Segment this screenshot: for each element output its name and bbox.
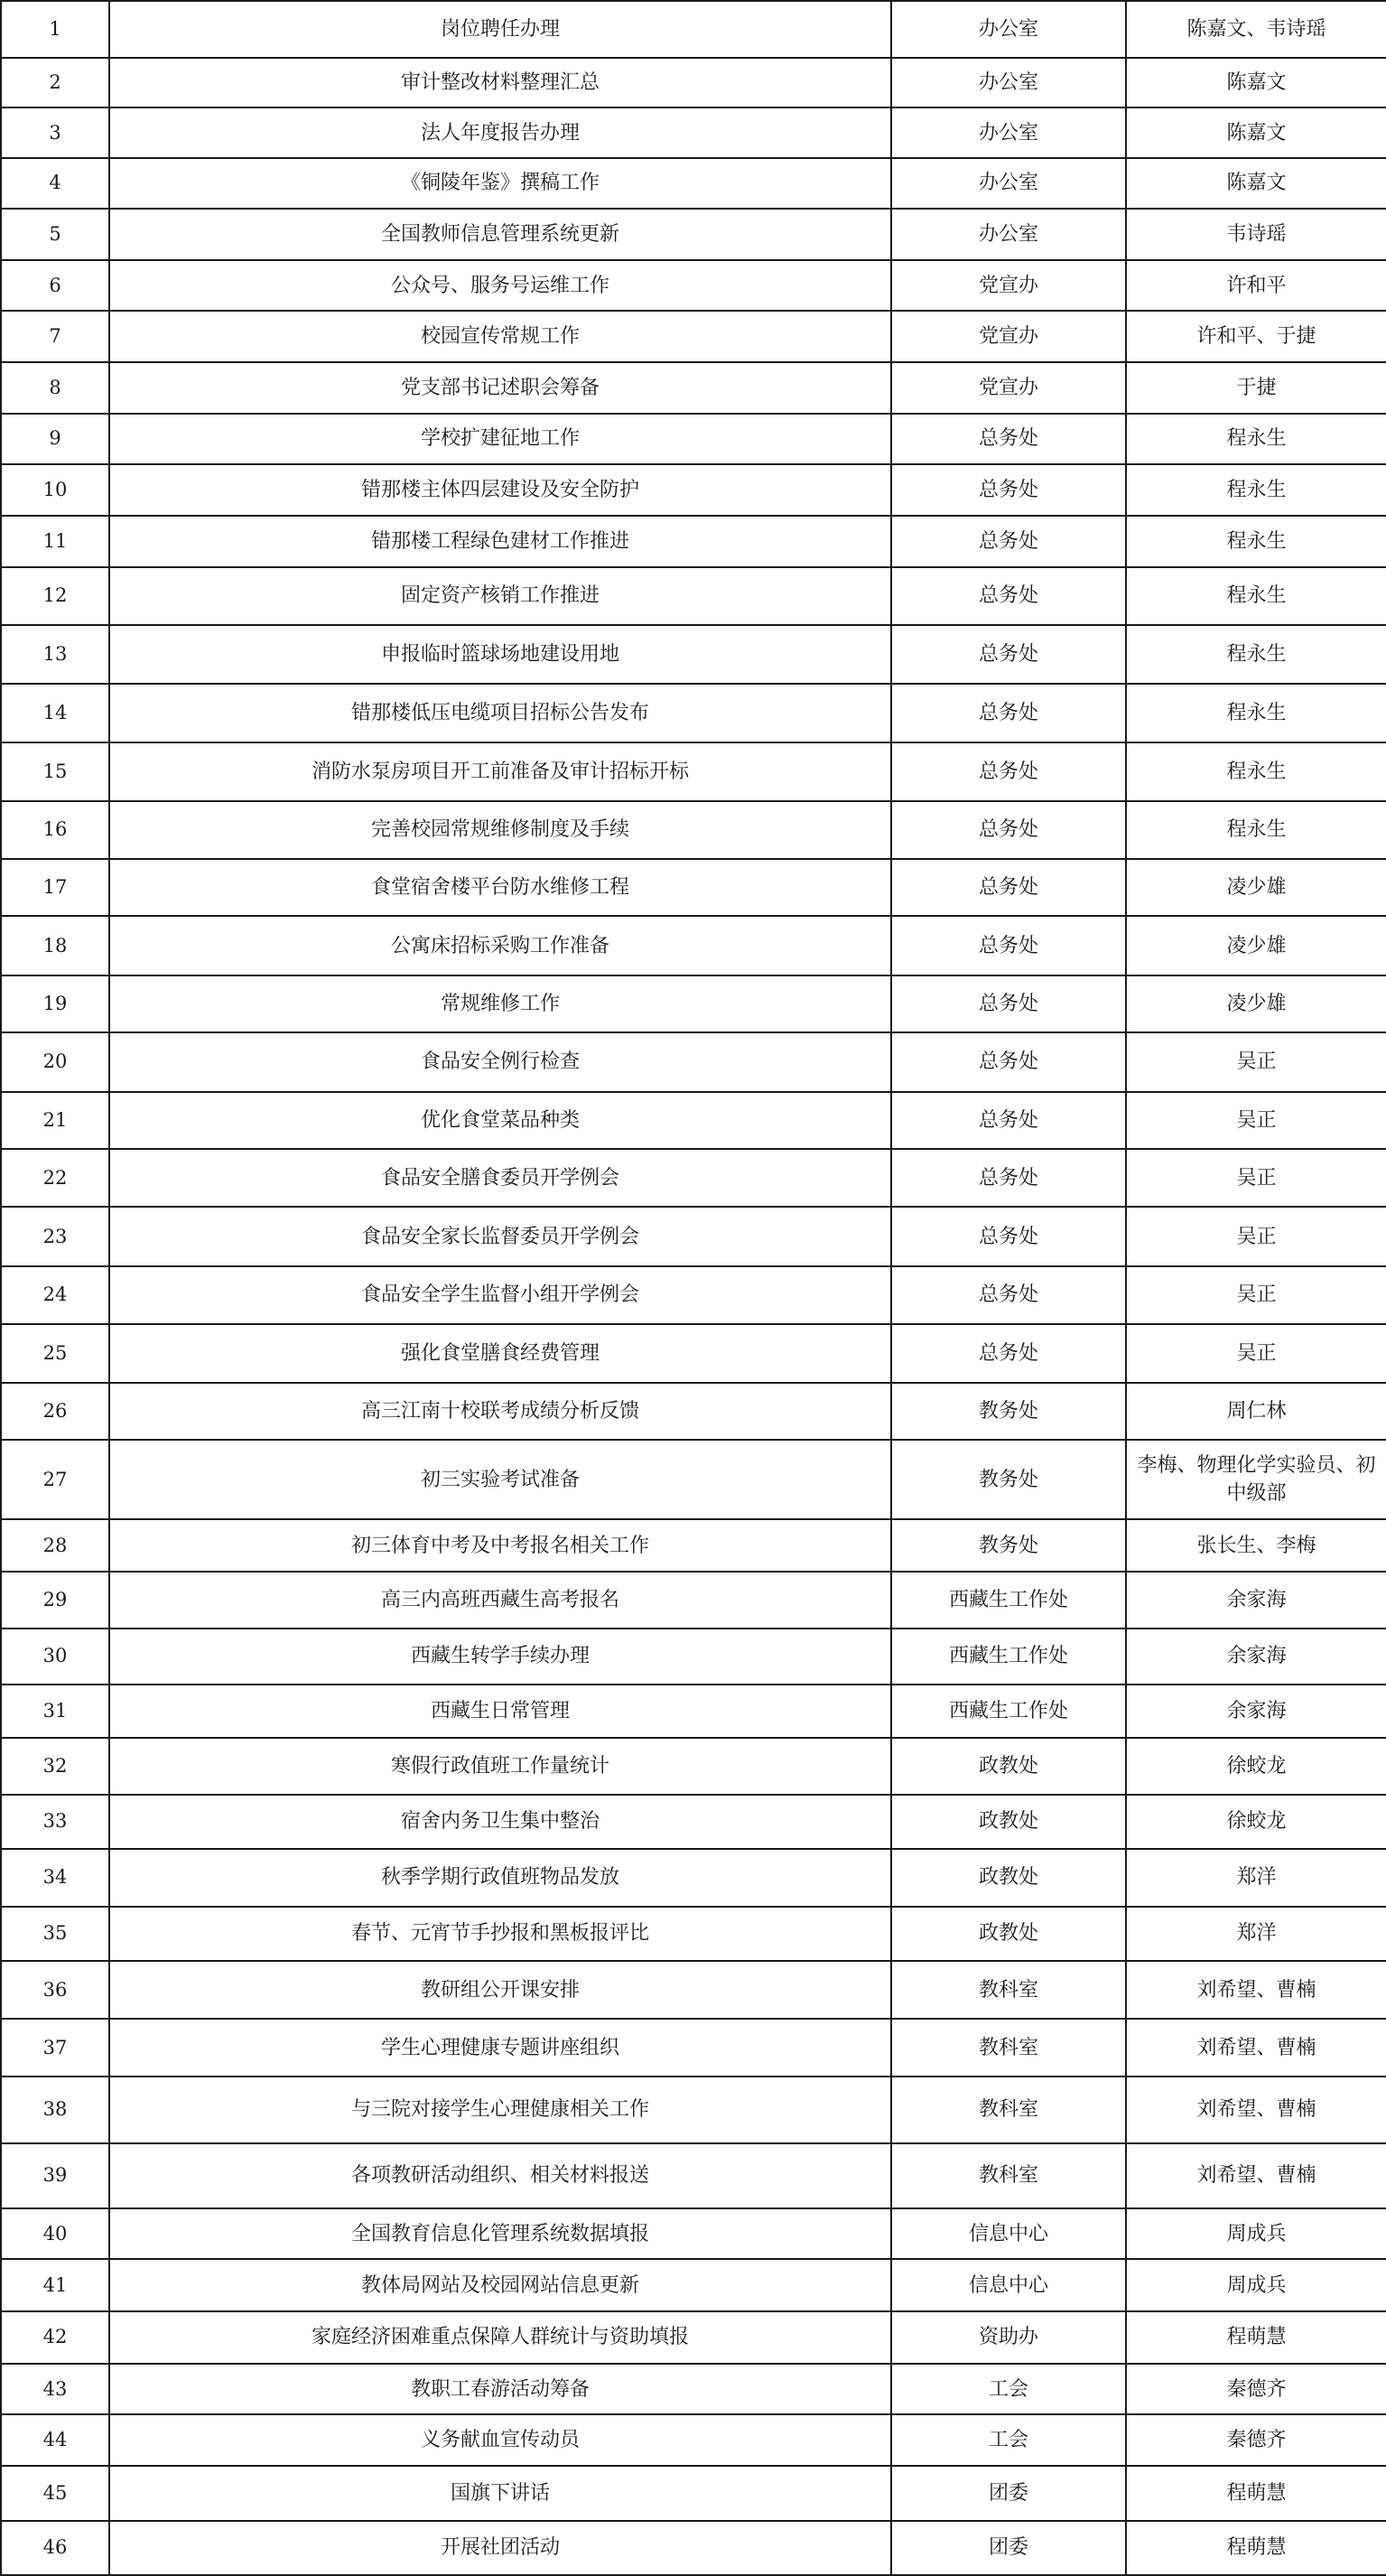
task-name-cell: 公众号、服务号运维工作 (109, 260, 891, 311)
task-name-cell: 初三体育中考及中考报名相关工作 (109, 1519, 891, 1572)
responsible-person-cell: 郑洋 (1126, 1849, 1386, 1907)
responsible-person-cell: 陈嘉文 (1126, 58, 1386, 108)
responsible-person-cell: 陈嘉文、韦诗瑶 (1126, 1, 1386, 58)
responsible-person-cell: 徐蛟龙 (1126, 1795, 1386, 1849)
table-row (1, 2364, 1386, 2415)
row-number-cell: 8 (1, 362, 109, 414)
department-cell: 教务处 (891, 1519, 1126, 1572)
task-name-cell: 错那楼低压电缆项目招标公告发布 (109, 684, 891, 742)
row-number-cell: 41 (1, 2259, 109, 2311)
row-number-cell: 6 (1, 260, 109, 311)
table-row (1, 1519, 1386, 1572)
table-row (1, 1907, 1386, 1962)
table-row (1, 1572, 1386, 1629)
department-cell: 总务处 (891, 859, 1126, 917)
table-row (1, 1324, 1386, 1383)
row-number-cell: 34 (1, 1849, 109, 1907)
responsible-person-cell: 郑洋 (1126, 1907, 1386, 1962)
department-cell: 教科室 (891, 2077, 1126, 2143)
department-cell: 办公室 (891, 158, 1126, 209)
department-cell: 西藏生工作处 (891, 1629, 1126, 1685)
responsible-person-cell: 吴正 (1126, 1032, 1386, 1092)
task-name-cell: 西藏生日常管理 (109, 1685, 891, 1739)
row-number-cell: 38 (1, 2077, 109, 2143)
table-row (1, 107, 1386, 158)
table-row (1, 1, 1386, 58)
table-row (1, 311, 1386, 362)
responsible-person-cell: 周成兵 (1126, 2208, 1386, 2260)
department-cell: 总务处 (891, 1032, 1126, 1092)
task-name-cell: 岗位聘任办理 (109, 1, 891, 58)
task-name-cell: 教研组公开课安排 (109, 1961, 891, 2019)
row-number-cell: 14 (1, 684, 109, 742)
task-name-cell: 高三江南十校联考成绩分析反馈 (109, 1383, 891, 1441)
task-name-cell: 优化食堂菜品种类 (109, 1092, 891, 1150)
task-name-cell: 学生心理健康专题讲座组织 (109, 2019, 891, 2077)
responsible-person-cell: 凌少雄 (1126, 916, 1386, 975)
task-name-cell: 固定资产核销工作推进 (109, 567, 891, 626)
department-cell: 总务处 (891, 1324, 1126, 1383)
responsible-person-cell: 程永生 (1126, 684, 1386, 742)
department-cell: 教科室 (891, 2019, 1126, 2077)
responsible-person-cell: 周成兵 (1126, 2259, 1386, 2311)
table-row (1, 2143, 1386, 2208)
table-row (1, 2521, 1386, 2575)
responsible-person-cell: 刘希望、曹楠 (1126, 1961, 1386, 2019)
department-cell: 党宣办 (891, 362, 1126, 414)
task-name-cell: 家庭经济困难重点保障人群统计与资助填报 (109, 2311, 891, 2364)
responsible-person-cell: 余家海 (1126, 1685, 1386, 1739)
table-row (1, 464, 1386, 516)
department-cell: 教务处 (891, 1383, 1126, 1441)
responsible-person-cell: 程萌慧 (1126, 2311, 1386, 2364)
responsible-person-cell: 吴正 (1126, 1207, 1386, 1266)
task-name-cell: 食品安全例行检查 (109, 1032, 891, 1092)
row-number-cell: 32 (1, 1738, 109, 1795)
department-cell: 办公室 (891, 58, 1126, 108)
row-number-cell: 29 (1, 1572, 109, 1629)
table-row (1, 2208, 1386, 2260)
row-number-cell: 24 (1, 1266, 109, 1324)
task-name-cell: 常规维修工作 (109, 975, 891, 1032)
row-number-cell: 31 (1, 1685, 109, 1739)
department-cell: 办公室 (891, 1, 1126, 58)
table-row (1, 1961, 1386, 2019)
department-cell: 办公室 (891, 209, 1126, 261)
responsible-person-cell: 凌少雄 (1126, 859, 1386, 917)
table-row (1, 2414, 1386, 2466)
responsible-person-cell: 吴正 (1126, 1092, 1386, 1150)
responsible-person-cell: 余家海 (1126, 1629, 1386, 1685)
responsible-person-cell: 秦德齐 (1126, 2414, 1386, 2466)
responsible-person-cell: 程萌慧 (1126, 2466, 1386, 2521)
responsible-person-cell: 李梅、物理化学实验员、初中级部 (1126, 1440, 1386, 1519)
department-cell: 政教处 (891, 1738, 1126, 1795)
table-row (1, 1032, 1386, 1092)
row-number-cell: 15 (1, 742, 109, 801)
department-cell: 总务处 (891, 1149, 1126, 1207)
row-number-cell: 19 (1, 975, 109, 1032)
table-row (1, 2466, 1386, 2521)
table-row (1, 260, 1386, 311)
department-cell: 总务处 (891, 1092, 1126, 1150)
department-cell: 团委 (891, 2466, 1126, 2521)
table-row (1, 567, 1386, 626)
department-cell: 总务处 (891, 916, 1126, 975)
responsible-person-cell: 陈嘉文 (1126, 107, 1386, 158)
row-number-cell: 23 (1, 1207, 109, 1266)
task-name-cell: 学校扩建征地工作 (109, 414, 891, 465)
task-name-cell: 党支部书记述职会筹备 (109, 362, 891, 414)
responsible-person-cell: 程永生 (1126, 742, 1386, 801)
department-cell: 信息中心 (891, 2259, 1126, 2311)
task-name-cell: 食品安全学生监督小组开学例会 (109, 1266, 891, 1324)
department-cell: 总务处 (891, 464, 1126, 516)
table-row (1, 414, 1386, 465)
row-number-cell: 42 (1, 2311, 109, 2364)
row-number-cell: 39 (1, 2143, 109, 2208)
department-cell: 总务处 (891, 516, 1126, 567)
row-number-cell: 2 (1, 58, 109, 108)
table-row (1, 1149, 1386, 1207)
department-cell: 总务处 (891, 684, 1126, 742)
table-row (1, 1207, 1386, 1266)
row-number-cell: 4 (1, 158, 109, 209)
department-cell: 教科室 (891, 2143, 1126, 2208)
responsible-person-cell: 韦诗瑶 (1126, 209, 1386, 261)
row-number-cell: 26 (1, 1383, 109, 1441)
row-number-cell: 30 (1, 1629, 109, 1685)
table-row (1, 859, 1386, 917)
table-row (1, 2077, 1386, 2143)
table-row (1, 916, 1386, 975)
task-name-cell: 与三院对接学生心理健康相关工作 (109, 2077, 891, 2143)
department-cell: 办公室 (891, 107, 1126, 158)
task-name-cell: 高三内高班西藏生高考报名 (109, 1572, 891, 1629)
row-number-cell: 1 (1, 1, 109, 58)
row-number-cell: 45 (1, 2466, 109, 2521)
responsible-person-cell: 秦德齐 (1126, 2364, 1386, 2415)
task-name-cell: 秋季学期行政值班物品发放 (109, 1849, 891, 1907)
task-name-cell: 公寓床招标采购工作准备 (109, 916, 891, 975)
row-number-cell: 11 (1, 516, 109, 567)
table-row (1, 58, 1386, 108)
department-cell: 总务处 (891, 742, 1126, 801)
row-number-cell: 16 (1, 801, 109, 859)
task-name-cell: 审计整改材料整理汇总 (109, 58, 891, 108)
task-name-cell: 教职工春游活动筹备 (109, 2364, 891, 2415)
table-row (1, 158, 1386, 209)
task-name-cell: 法人年度报告办理 (109, 107, 891, 158)
task-name-cell: 食品安全家长监督委员开学例会 (109, 1207, 891, 1266)
responsible-person-cell: 刘希望、曹楠 (1126, 2019, 1386, 2077)
table-row (1, 1092, 1386, 1150)
task-name-cell: 寒假行政值班工作量统计 (109, 1738, 891, 1795)
task-name-cell: 义务献血宣传动员 (109, 2414, 891, 2466)
department-cell: 西藏生工作处 (891, 1685, 1126, 1739)
task-name-cell: 强化食堂膳食经费管理 (109, 1324, 891, 1383)
department-cell: 总务处 (891, 414, 1126, 465)
department-cell: 信息中心 (891, 2208, 1126, 2260)
row-number-cell: 44 (1, 2414, 109, 2466)
responsible-person-cell: 程萌慧 (1126, 2521, 1386, 2575)
table-row (1, 1383, 1386, 1441)
row-number-cell: 5 (1, 209, 109, 261)
table-row (1, 2019, 1386, 2077)
department-cell: 西藏生工作处 (891, 1572, 1126, 1629)
responsible-person-cell: 徐蛟龙 (1126, 1738, 1386, 1795)
task-name-cell: 食品安全膳食委员开学例会 (109, 1149, 891, 1207)
responsible-person-cell: 许和平 (1126, 260, 1386, 311)
department-cell: 教务处 (891, 1440, 1126, 1519)
task-name-cell: 春节、元宵节手抄报和黑板报评比 (109, 1907, 891, 1962)
task-name-cell: 初三实验考试准备 (109, 1440, 891, 1519)
table-row (1, 625, 1386, 684)
department-cell: 党宣办 (891, 311, 1126, 362)
table-row (1, 801, 1386, 859)
responsible-person-cell: 程永生 (1126, 567, 1386, 626)
department-cell: 政教处 (891, 1849, 1126, 1907)
responsible-person-cell: 张长生、李梅 (1126, 1519, 1386, 1572)
table-row (1, 362, 1386, 414)
task-name-cell: 各项教研活动组织、相关材料报送 (109, 2143, 891, 2208)
responsible-person-cell: 程永生 (1126, 464, 1386, 516)
responsible-person-cell: 于捷 (1126, 362, 1386, 414)
task-name-cell: 《铜陵年鉴》撰稿工作 (109, 158, 891, 209)
table-row (1, 1685, 1386, 1739)
row-number-cell: 33 (1, 1795, 109, 1849)
task-name-cell: 错那楼主体四层建设及安全防护 (109, 464, 891, 516)
department-cell: 党宣办 (891, 260, 1126, 311)
task-name-cell: 西藏生转学手续办理 (109, 1629, 891, 1685)
task-name-cell: 国旗下讲话 (109, 2466, 891, 2521)
table-row (1, 209, 1386, 261)
department-cell: 总务处 (891, 1207, 1126, 1266)
table-row (1, 1849, 1386, 1907)
row-number-cell: 20 (1, 1032, 109, 1092)
department-cell: 资助办 (891, 2311, 1126, 2364)
responsible-person-cell: 程永生 (1126, 414, 1386, 465)
department-cell: 工会 (891, 2364, 1126, 2415)
department-cell: 团委 (891, 2521, 1126, 2575)
responsible-person-cell: 余家海 (1126, 1572, 1386, 1629)
row-number-cell: 27 (1, 1440, 109, 1519)
row-number-cell: 7 (1, 311, 109, 362)
responsible-person-cell: 许和平、于捷 (1126, 311, 1386, 362)
table-row (1, 1266, 1386, 1324)
row-number-cell: 21 (1, 1092, 109, 1150)
department-cell: 工会 (891, 2414, 1126, 2466)
row-number-cell: 37 (1, 2019, 109, 2077)
row-number-cell: 46 (1, 2521, 109, 2575)
table-row (1, 684, 1386, 742)
task-name-cell: 全国教师信息管理系统更新 (109, 209, 891, 261)
task-name-cell: 申报临时篮球场地建设用地 (109, 625, 891, 684)
row-number-cell: 17 (1, 859, 109, 917)
table-row (1, 1738, 1386, 1795)
department-cell: 总务处 (891, 975, 1126, 1032)
row-number-cell: 12 (1, 567, 109, 626)
table-row (1, 742, 1386, 801)
table-row (1, 1440, 1386, 1519)
department-cell: 总务处 (891, 625, 1126, 684)
responsible-person-cell: 吴正 (1126, 1149, 1386, 1207)
row-number-cell: 36 (1, 1961, 109, 2019)
row-number-cell: 3 (1, 107, 109, 158)
table-row (1, 1629, 1386, 1685)
task-table-body (1, 1, 1386, 2575)
row-number-cell: 43 (1, 2364, 109, 2415)
task-name-cell: 完善校园常规维修制度及手续 (109, 801, 891, 859)
responsible-person-cell: 程永生 (1126, 801, 1386, 859)
table-row (1, 516, 1386, 567)
task-name-cell: 宿舍内务卫生集中整治 (109, 1795, 891, 1849)
responsible-person-cell: 陈嘉文 (1126, 158, 1386, 209)
task-name-cell: 开展社团活动 (109, 2521, 891, 2575)
department-cell: 教科室 (891, 1961, 1126, 2019)
table-row (1, 1795, 1386, 1849)
row-number-cell: 10 (1, 464, 109, 516)
row-number-cell: 25 (1, 1324, 109, 1383)
row-number-cell: 22 (1, 1149, 109, 1207)
row-number-cell: 40 (1, 2208, 109, 2260)
responsible-person-cell: 刘希望、曹楠 (1126, 2077, 1386, 2143)
task-name-cell: 全国教育信息化管理系统数据填报 (109, 2208, 891, 2260)
task-name-cell: 消防水泵房项目开工前准备及审计招标开标 (109, 742, 891, 801)
department-cell: 总务处 (891, 567, 1126, 626)
department-cell: 政教处 (891, 1907, 1126, 1962)
responsible-person-cell: 程永生 (1126, 625, 1386, 684)
row-number-cell: 13 (1, 625, 109, 684)
table-row (1, 2259, 1386, 2311)
responsible-person-cell: 周仁林 (1126, 1383, 1386, 1441)
responsible-person-cell: 吴正 (1126, 1324, 1386, 1383)
responsible-person-cell: 凌少雄 (1126, 975, 1386, 1032)
row-number-cell: 35 (1, 1907, 109, 1962)
responsible-person-cell: 程永生 (1126, 516, 1386, 567)
row-number-cell: 9 (1, 414, 109, 465)
table-row (1, 2311, 1386, 2364)
row-number-cell: 18 (1, 916, 109, 975)
task-name-cell: 校园宣传常规工作 (109, 311, 891, 362)
task-name-cell: 错那楼工程绿色建材工作推进 (109, 516, 891, 567)
task-name-cell: 食堂宿舍楼平台防水维修工程 (109, 859, 891, 917)
task-name-cell: 教体局网站及校园网站信息更新 (109, 2259, 891, 2311)
department-cell: 政教处 (891, 1795, 1126, 1849)
row-number-cell: 28 (1, 1519, 109, 1572)
department-cell: 总务处 (891, 1266, 1126, 1324)
responsible-person-cell: 吴正 (1126, 1266, 1386, 1324)
table-row (1, 975, 1386, 1032)
department-cell: 总务处 (891, 801, 1126, 859)
responsible-person-cell: 刘希望、曹楠 (1126, 2143, 1386, 2208)
